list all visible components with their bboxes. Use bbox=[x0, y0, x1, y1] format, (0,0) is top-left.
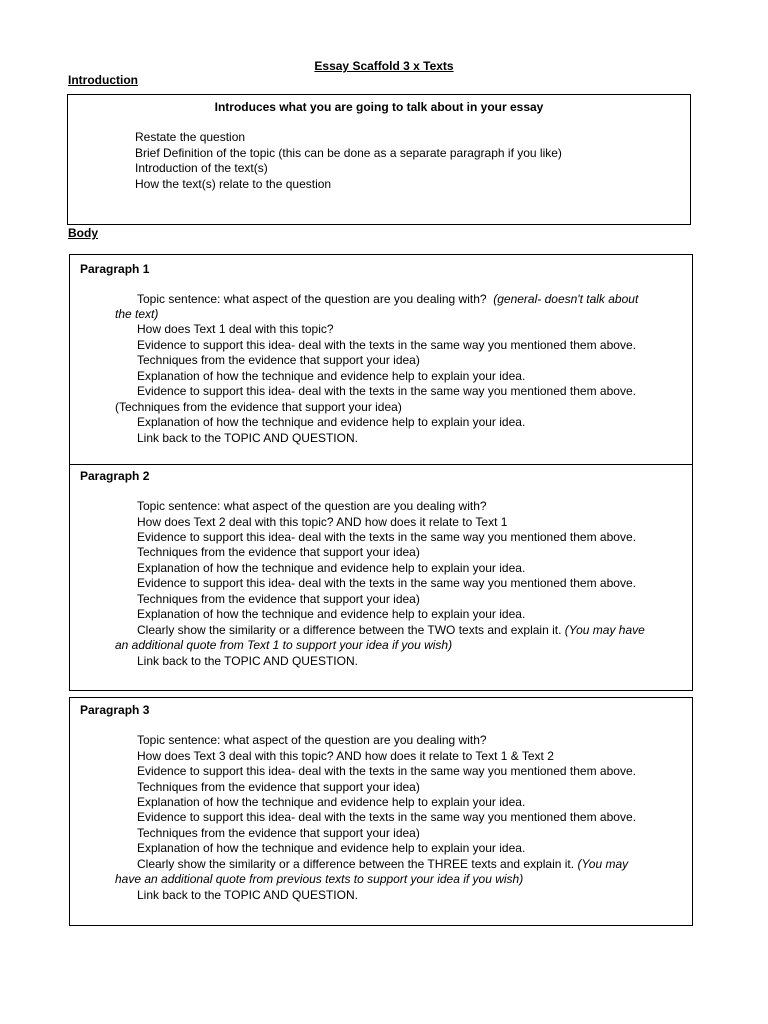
paragraph-line bbox=[137, 857, 628, 872]
line-text: Clearly show the similarity or a difference between the THREE texts and explain it. bbox=[137, 857, 575, 871]
paragraph-line: Topic sentence: what aspect of the question are you dealing with? bbox=[137, 733, 487, 747]
paragraph-line: Techniques from the evidence that support your idea) bbox=[137, 353, 420, 367]
page-title: Essay Scaffold 3 x Texts bbox=[314, 59, 454, 73]
paragraph-line: have an additional quote from previous texts to support your idea if you wish) bbox=[115, 872, 524, 886]
intro-item: Brief Definition of the topic (this can be done as a separate paragraph if you like) bbox=[135, 146, 562, 160]
paragraph-line: How does Text 2 deal with this topic? AND how does it relate to Text 1 bbox=[137, 515, 508, 529]
paragraph-line bbox=[137, 292, 638, 307]
paragraph-line: Explanation of how the technique and evidence help to explain your idea. bbox=[137, 841, 526, 855]
paragraph-line: Evidence to support this idea- deal with the texts in the same way you mentioned them above. bbox=[137, 384, 636, 398]
line-text: Clearly show the similarity or a difference between the TWO texts and explain it. bbox=[137, 623, 562, 637]
line-note: (general- doesn't talk about bbox=[493, 292, 639, 306]
paragraph-1-heading: Paragraph 1 bbox=[80, 262, 150, 276]
introduction-heading: Introduces what you are going to talk about in your essay bbox=[214, 100, 544, 114]
introduction-box bbox=[67, 94, 691, 225]
paragraph-line: Link back to the TOPIC AND QUESTION. bbox=[137, 654, 358, 668]
paragraph-2-heading: Paragraph 2 bbox=[80, 469, 150, 483]
paragraph-line: Explanation of how the technique and evidence help to explain your idea. bbox=[137, 369, 526, 383]
paragraph-3-heading: Paragraph 3 bbox=[80, 703, 150, 717]
paragraph-line: Techniques from the evidence that support your idea) bbox=[137, 545, 420, 559]
paragraph-line: Explanation of how the technique and evidence help to explain your idea. bbox=[137, 795, 526, 809]
body-label: Body bbox=[68, 226, 98, 240]
paragraph-line: Evidence to support this idea- deal with the texts in the same way you mentioned them above. bbox=[137, 576, 636, 590]
line-text: Topic sentence: what aspect of the question are you dealing with? bbox=[137, 292, 487, 306]
intro-item: Introduction of the text(s) bbox=[135, 161, 268, 175]
paragraph-line: Evidence to support this idea- deal with the texts in the same way you mentioned them above. bbox=[137, 338, 636, 352]
paragraph-line: Explanation of how the technique and evidence help to explain your idea. bbox=[137, 415, 526, 429]
paragraph-line: Explanation of how the technique and evidence help to explain your idea. bbox=[137, 607, 526, 621]
intro-item: How the text(s) relate to the question bbox=[135, 177, 332, 191]
line-note: (You may have bbox=[564, 623, 645, 637]
paragraph-line: an additional quote from Text 1 to support your idea if you wish) bbox=[115, 638, 453, 652]
paragraph-line: (Techniques from the evidence that support your idea) bbox=[115, 400, 402, 414]
line-note: (You may bbox=[577, 857, 629, 871]
paragraph-line: How does Text 3 deal with this topic? AND how does it relate to Text 1 & Text 2 bbox=[137, 749, 554, 763]
paragraph-line: Link back to the TOPIC AND QUESTION. bbox=[137, 431, 358, 445]
paragraph-1-box bbox=[69, 254, 693, 465]
paragraph-line: Evidence to support this idea- deal with the texts in the same way you mentioned them above. bbox=[137, 764, 636, 778]
paragraph-line: Link back to the TOPIC AND QUESTION. bbox=[137, 888, 358, 902]
paragraph-line: Evidence to support this idea- deal with the texts in the same way you mentioned them above. bbox=[137, 530, 636, 544]
paragraph-line: How does Text 1 deal with this topic? bbox=[137, 322, 334, 336]
paragraph-3-box bbox=[69, 697, 693, 926]
paragraph-line: the text) bbox=[115, 307, 159, 321]
paragraph-line: Techniques from the evidence that support your idea) bbox=[137, 592, 420, 606]
paragraph-line: Techniques from the evidence that support your idea) bbox=[137, 780, 420, 794]
paragraph-2-box bbox=[69, 464, 693, 691]
paragraph-line: Explanation of how the technique and evidence help to explain your idea. bbox=[137, 561, 526, 575]
paragraph-line bbox=[137, 623, 645, 638]
intro-item: Restate the question bbox=[135, 130, 246, 144]
paragraph-line: Topic sentence: what aspect of the question are you dealing with? bbox=[137, 499, 487, 513]
paragraph-line: Techniques from the evidence that support your idea) bbox=[137, 826, 420, 840]
paragraph-line: Evidence to support this idea- deal with the texts in the same way you mentioned them above. bbox=[137, 810, 636, 824]
introduction-label: Introduction bbox=[68, 73, 138, 87]
